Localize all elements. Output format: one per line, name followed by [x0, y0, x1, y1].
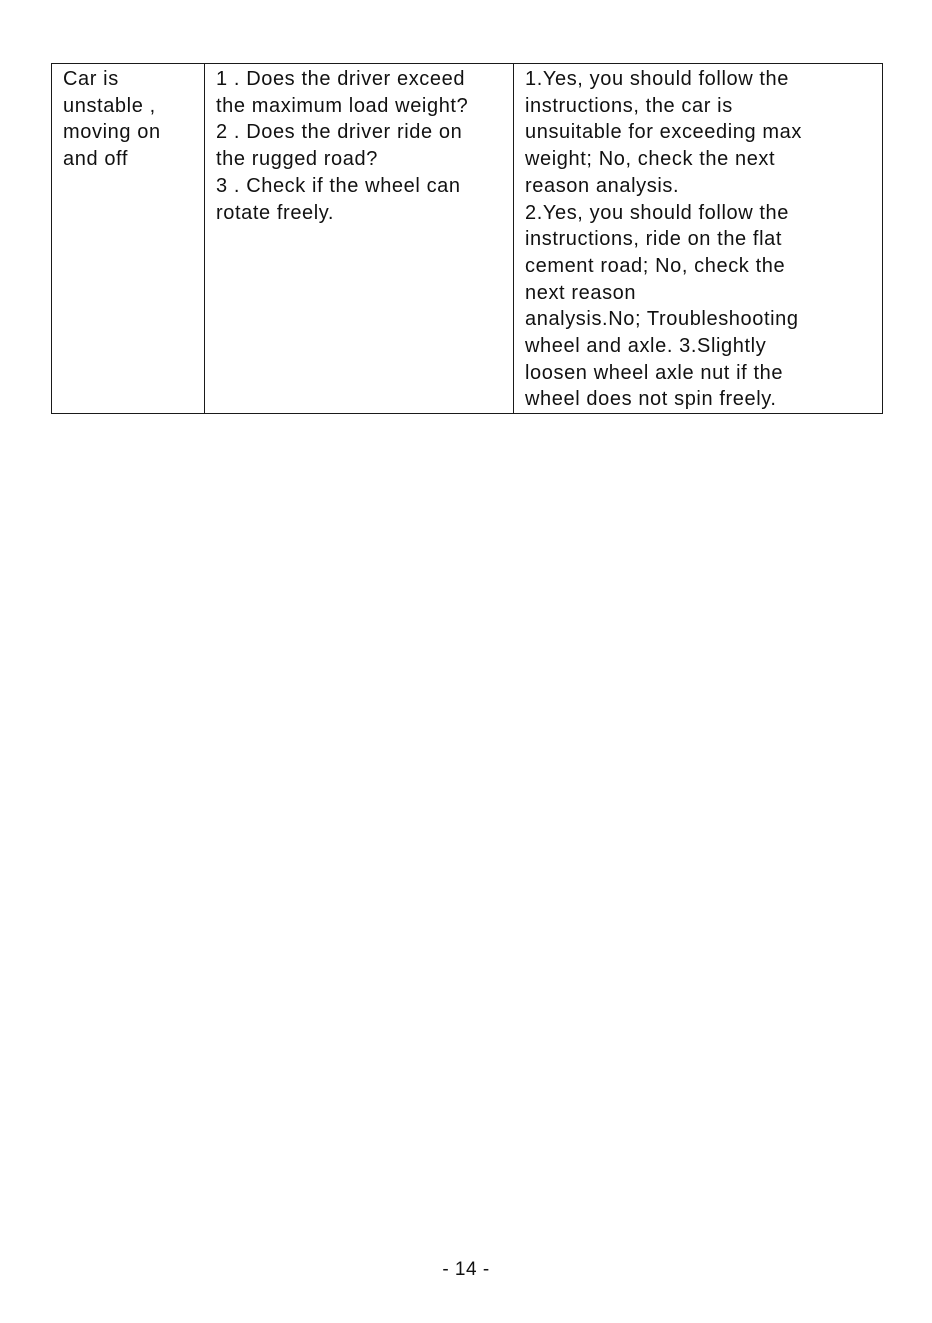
solution-line: analysis.No; Troubleshooting — [525, 308, 799, 331]
solution-line: instructions, the car is — [525, 94, 733, 117]
solution-line: wheel does not spin freely. — [525, 388, 777, 411]
page-number: - 14 - — [442, 1259, 490, 1280]
symptom-line: unstable , — [63, 94, 156, 117]
solution-line: loosen wheel axle nut if the — [525, 361, 784, 384]
troubleshooting-table — [51, 63, 883, 414]
check-line: 3 . Check if the wheel can — [216, 174, 461, 197]
check-line: the maximum load weight? — [216, 94, 469, 117]
check-line: the rugged road? — [216, 148, 378, 171]
solution-line: 2.Yes, you should follow the — [525, 201, 790, 224]
checks-cell — [205, 64, 514, 414]
solution-line: 1.Yes, you should follow the — [525, 68, 790, 90]
solution-line: instructions, ride on the flat — [525, 228, 783, 251]
symptom-line: and off — [63, 148, 129, 171]
check-line: rotate freely. — [216, 201, 335, 224]
solution-line: next reason — [525, 281, 637, 304]
table-row — [52, 64, 883, 414]
solution-line: wheel and axle. 3.Slightly — [525, 335, 767, 358]
symptom-cell — [52, 64, 205, 414]
check-line: 1 . Does the driver exceed — [216, 68, 466, 90]
check-line: 2 . Does the driver ride on — [216, 121, 463, 144]
symptom-line: moving on — [63, 121, 161, 144]
solution-line: weight; No, check the next — [525, 148, 776, 171]
solution-line: unsuitable for exceeding max — [525, 121, 802, 144]
solution-line: cement road; No, check the — [525, 254, 786, 277]
solution-line: reason analysis. — [525, 174, 680, 197]
solutions-cell — [514, 64, 883, 414]
symptom-line: Car is — [63, 68, 119, 90]
